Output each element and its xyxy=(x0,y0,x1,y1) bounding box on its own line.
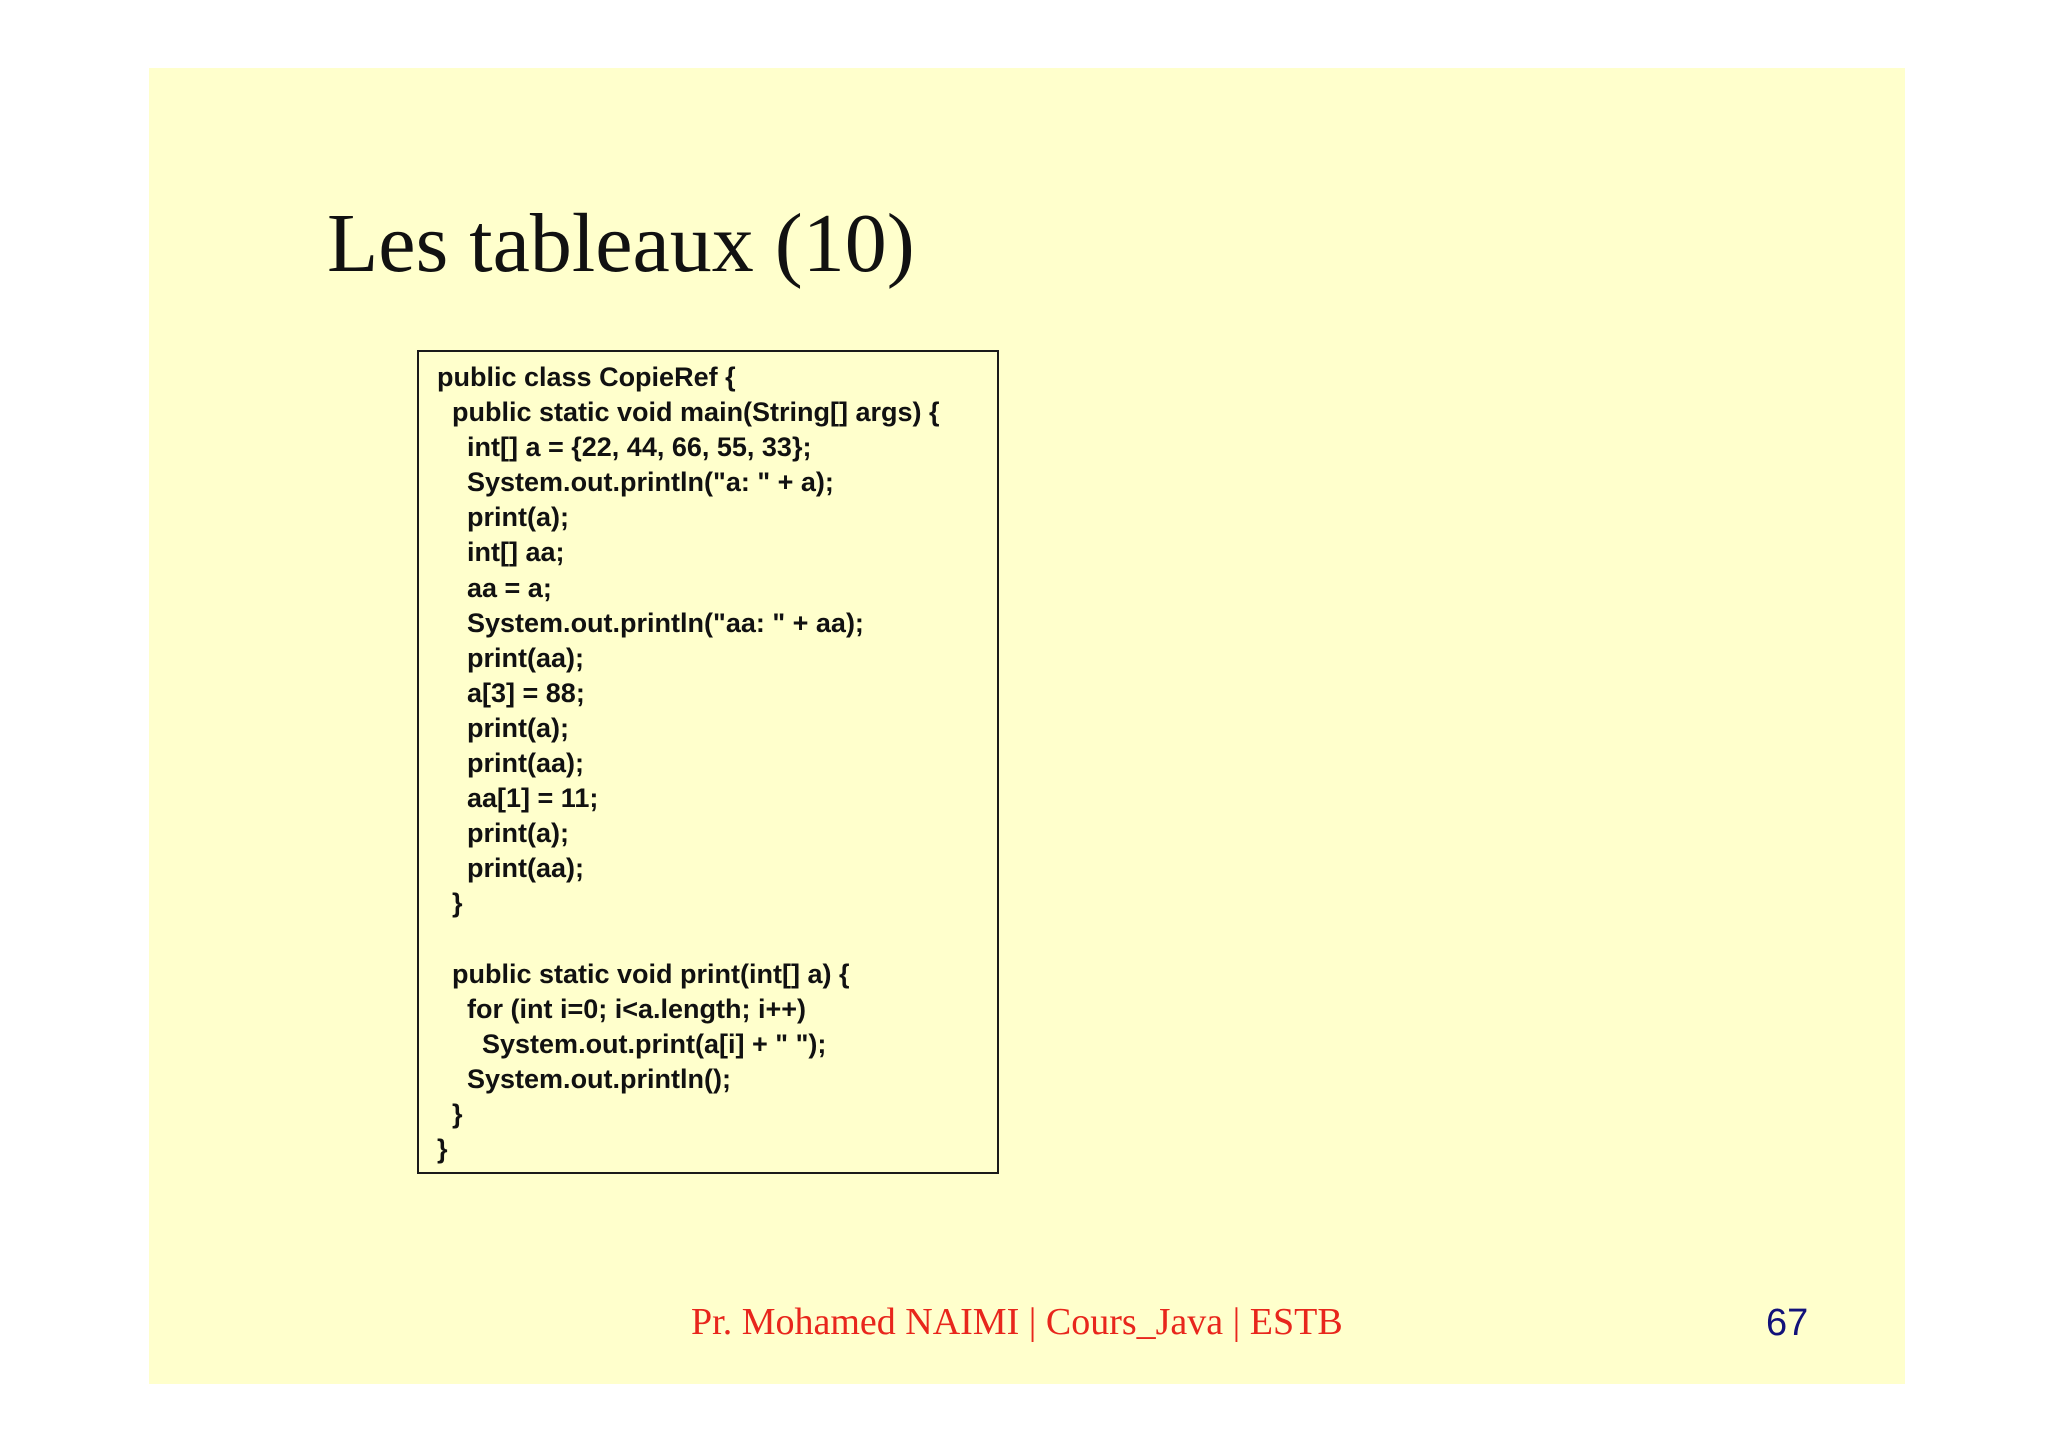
code-line: print(a); xyxy=(437,712,569,743)
code-block xyxy=(417,350,999,1174)
slide-title: Les tableaux (10) xyxy=(327,197,915,290)
code-line: a[3] = 88; xyxy=(437,677,585,708)
code-line: print(aa); xyxy=(437,748,584,779)
code-line: print(aa); xyxy=(437,853,584,884)
code-line: System.out.println("aa: " + aa); xyxy=(437,607,864,638)
code-line: public static void main(String[] args) { xyxy=(437,397,940,428)
code-line: public class CopieRef { xyxy=(437,362,736,392)
code-line: print(aa); xyxy=(437,642,584,673)
code-line: } xyxy=(437,888,463,919)
code-line: for (int i=0; i<a.length; i++) xyxy=(437,993,807,1024)
code-line: aa[1] = 11; xyxy=(437,783,599,814)
code-line: System.out.println(); xyxy=(437,1063,731,1094)
code-line: print(a); xyxy=(437,502,569,533)
code-line: System.out.println("a: " + a); xyxy=(437,467,834,498)
code-line: System.out.print(a[i] + " "); xyxy=(437,1028,827,1059)
code-line: } xyxy=(437,1098,463,1129)
code-line: print(a); xyxy=(437,818,569,849)
code-line: } xyxy=(437,1134,448,1165)
slide-footer: Pr. Mohamed NAIMI | Cours_Java | ESTB xyxy=(691,1301,1343,1343)
code-line xyxy=(437,922,997,957)
code-line: public static void print(int[] a) { xyxy=(437,958,850,989)
code-line: int[] aa; xyxy=(437,537,565,568)
code-line: int[] a = {22, 44, 66, 55, 33}; xyxy=(437,432,812,463)
code-line: aa = a; xyxy=(437,572,552,603)
page-number: 67 xyxy=(1766,1302,1809,1344)
slide xyxy=(149,68,1905,1384)
